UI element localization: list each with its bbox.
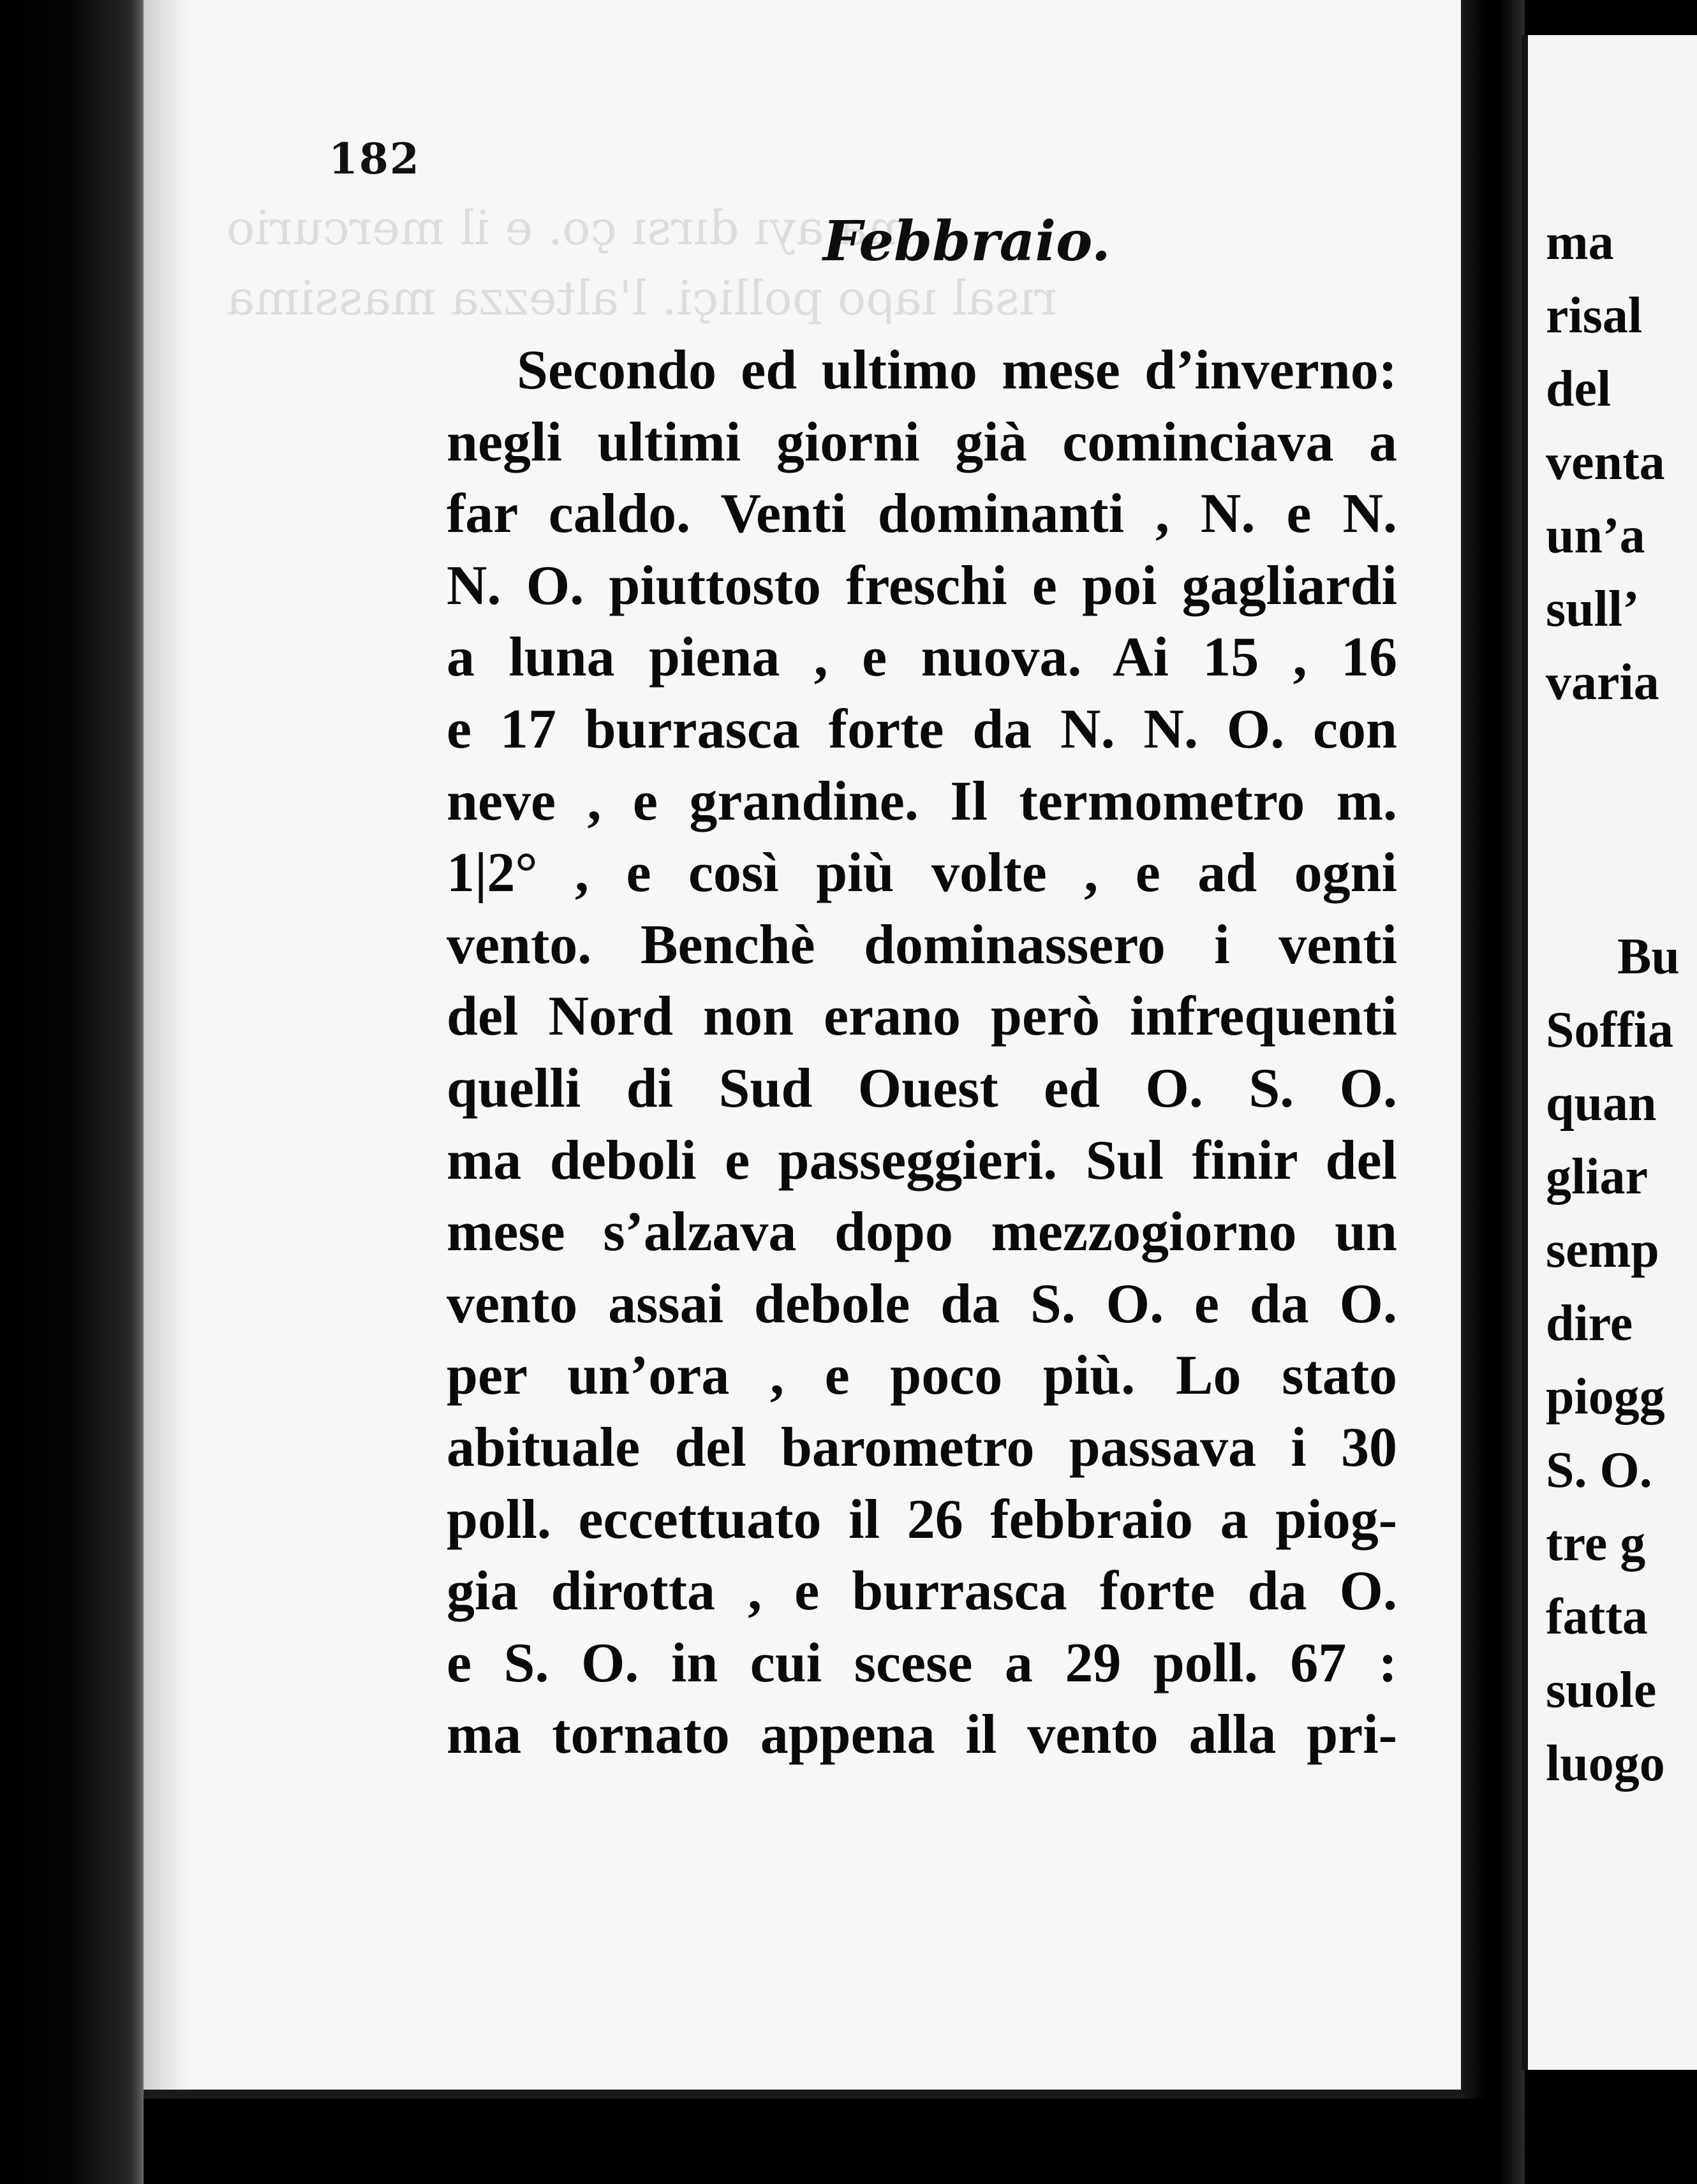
text-line: quelli di Sud Ouest ed O. S. O. xyxy=(447,1057,1397,1119)
text-line: 1|2° , e così più volte , e ad ogni xyxy=(447,842,1397,904)
facing-text-line: ma xyxy=(1546,214,1614,270)
page-gutter xyxy=(1461,0,1525,2184)
text-line: poll. eccettuato il 26 febbraio a piog- xyxy=(447,1488,1397,1551)
facing-text-line: luogo xyxy=(1546,1736,1665,1792)
facing-text-line: piogg xyxy=(1546,1369,1665,1425)
text-line: e S. O. in cui scese a 29 poll. 67 : xyxy=(447,1632,1397,1694)
facing-text-line: semp xyxy=(1546,1222,1659,1278)
text-line: e 17 burrasca forte da N. N. O. con xyxy=(447,698,1397,760)
text-line: abituale del barometro passava i 30 xyxy=(447,1416,1397,1479)
text-line: far caldo. Venti dominanti , N. e N. xyxy=(447,483,1397,545)
facing-text-line: suole xyxy=(1546,1662,1657,1718)
bottom-shadow xyxy=(144,2099,1483,2184)
text-line: ma deboli e passeggieri. Sul finir del xyxy=(447,1129,1397,1192)
book-spine xyxy=(0,0,147,2184)
facing-text-line: gliar xyxy=(1546,1149,1648,1205)
facing-text-line: S. O. xyxy=(1546,1442,1652,1498)
page-number: 182 xyxy=(329,134,420,184)
text-line: ma tornato appena il vento alla pri- xyxy=(447,1704,1397,1766)
text-line: vento assai debole da S. O. e da O. xyxy=(447,1273,1397,1335)
text-line: mese s’alzava dopo mezzogiorno un xyxy=(447,1201,1397,1264)
facing-text-line: Soffia xyxy=(1546,1002,1673,1058)
bleed-through-text: rısal ıaρo polliçi. l'altezza massima xyxy=(226,271,1057,326)
facing-page xyxy=(1522,35,1697,2070)
text-line: negli ultimi giorni già cominciava a xyxy=(447,411,1397,473)
text-line: a luna piena , e nuova. Ai 15 , 16 xyxy=(447,626,1397,689)
facing-text-line: sull’ xyxy=(1546,581,1640,637)
text-line: per un’ora , e poco più. Lo stato xyxy=(447,1345,1397,1407)
facing-text-line: risal xyxy=(1546,288,1643,344)
text-line: Secondo ed ultimo mese d’inverno: xyxy=(517,339,1397,401)
facing-text-line: varia xyxy=(1546,654,1659,711)
facing-text-line: venta xyxy=(1546,434,1665,491)
text-line: del Nord non erano però infrequenti xyxy=(447,985,1397,1048)
facing-text-line: dire xyxy=(1546,1295,1633,1352)
text-line: neve , e grandine. Il termometro m. xyxy=(447,770,1397,832)
body-text xyxy=(447,335,1397,1771)
facing-text-line: un’a xyxy=(1546,508,1645,564)
facing-text-line: fatta xyxy=(1546,1589,1648,1645)
text-line: gia dirotta , e burrasca forte da O. xyxy=(447,1560,1397,1623)
bleed-through-text: ma ayı dırsı ço. e il mercurio xyxy=(226,201,912,256)
facing-text-line: quan xyxy=(1546,1075,1657,1132)
facing-text-line: tre g xyxy=(1546,1516,1646,1572)
running-title: Febbraio. xyxy=(823,209,1111,274)
facing-text-line: Bu xyxy=(1617,929,1680,985)
facing-text-line: del xyxy=(1546,361,1612,417)
text-line: vento. Benchè dominassero i venti xyxy=(447,913,1397,976)
text-line: N. O. piuttosto freschi e poi gagliardi xyxy=(447,554,1397,617)
